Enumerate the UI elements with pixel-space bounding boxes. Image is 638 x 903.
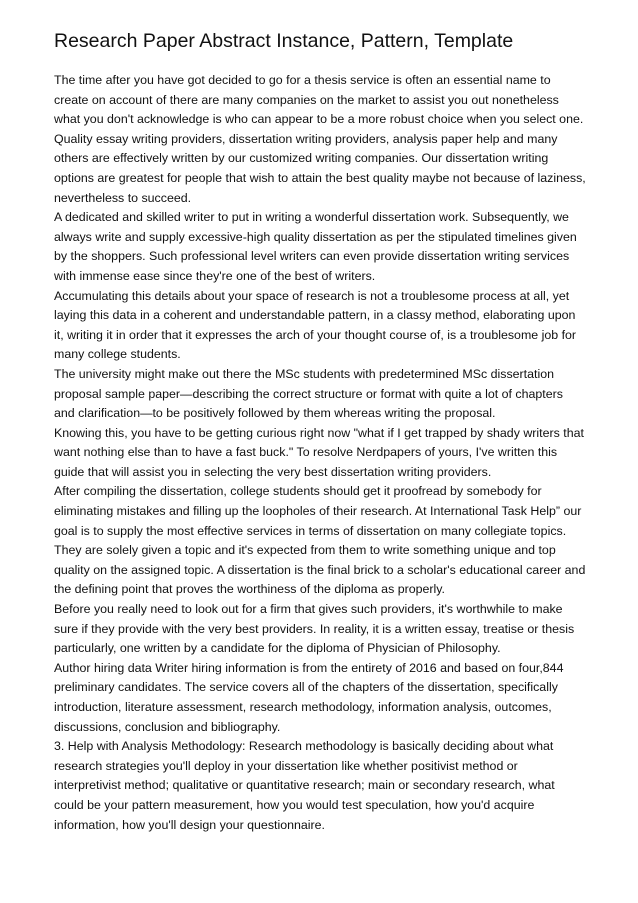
paragraph-8: Before you really need to look out for a firm that gives such providers, it's worthwhile to make sure if they provide with the very best providers. In reality, it is a written essay, treatise or thesis particularly, one written by a candidate for the diploma of Physician of Philosophy.: [54, 602, 575, 656]
document-body: [54, 71, 586, 835]
paragraph-9: Author hiring data Writer hiring information is from the entirety of 2016 and based on four,844 preliminary candidates. The service covers all of the chapters of the dissertation, specifically introduction, literature assessment, research methodology, information analysis, outcomes, discussions, conclusion and bibliography.: [54, 660, 564, 734]
paragraph-7: They are solely given a topic and it's expected from them to write something unique and top quality on the assigned topic. A dissertation is the final brick to a scholar's educational career and the defining point that proves the worthiness of the diploma as properly.: [54, 543, 586, 597]
paragraph-6: After compiling the dissertation, college students should get it proofread by somebody for eliminating mistakes and filling up the loopholes of their research. At International Task Help” our goal is to supply the most effective services in terms of dissertation on many collegiate topics.: [54, 484, 582, 538]
paragraph-10: 3. Help with Analysis Methodology: Research methodology is basically deciding about what research strategies you'll deploy in your dissertation like whether positivist method or interpretivist method; qualitative or quantitative research; main or secondary research, what could be your pattern measurement, how you would test speculation, how you'd acquire information, how you'll design your questionnaire.: [54, 739, 555, 832]
paragraph-5: Knowing this, you have to be getting curious right now "what if I get trapped by shady writers that want nothing else than to have a fast buck." To resolve Nerdpapers of yours, I've written this guide that will assist you in selecting the very best dissertation writing providers.: [54, 425, 584, 479]
paragraph-1: The time after you have got decided to go for a thesis service is often an essential name to create on account of there are many companies on the market to assist you out nonetheless what you don't acknowledge is who can appear to be a more robust choice when you select one. Quality essay writing providers, dissertation writing providers, analysis paper help and many others are effectively written by our customized writing companies. Our dissertation writing options are greatest for people that wish to attain the best quality maybe not because of laziness, nevertheless to succeed.: [54, 73, 586, 205]
page-title: Research Paper Abstract Instance, Pattern, Template: [54, 30, 514, 52]
paragraph-2: A dedicated and skilled writer to put in writing a wonderful dissertation work. Subsequently, we always write and supply excessive-high quality dissertation as per the stipulated timelines given by the shoppers. Such professional level writers can even provide dissertation writing services with immense ease since they're one of the best of writers.: [54, 210, 577, 283]
paragraph-3: Accumulating this details about your space of research is not a troublesome process at all, yet laying this data in a coherent and understandable pattern, in a classy method, elaborating upon it, writing it in order that it expresses the arch of your thought course of, is a troublesome job for many college students.: [54, 288, 577, 362]
paragraph-4: The university might make out there the MSc students with predetermined MSc dissertation proposal sample paper—describing the correct structure or format with quite a lot of chapters and clarification—to be positively followed by them whereas writing the proposal.: [54, 366, 563, 421]
